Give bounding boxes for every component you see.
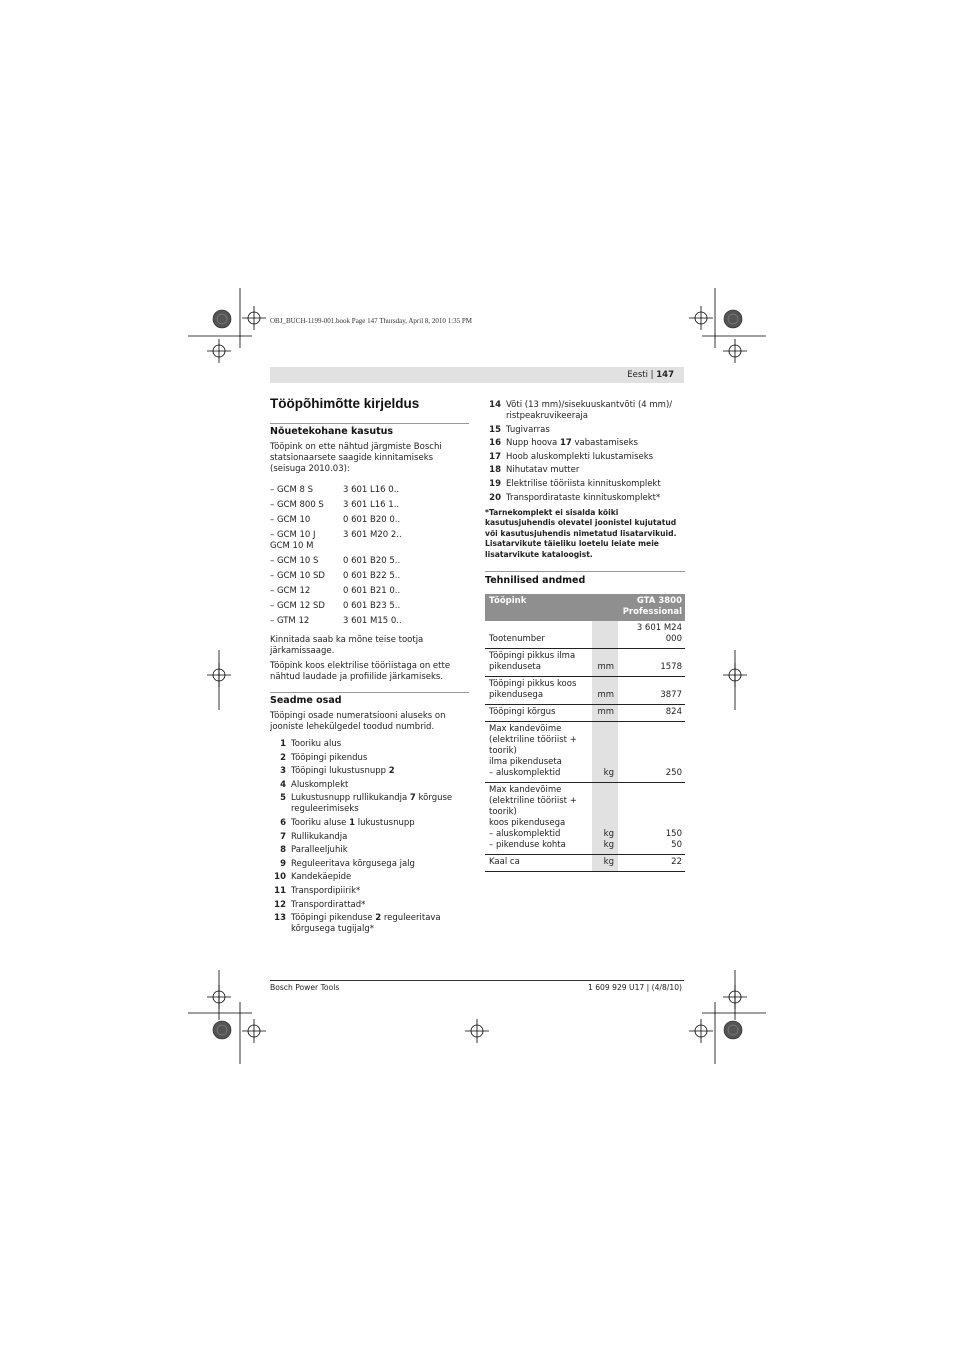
technical-data-label: Tootenumber [485, 621, 592, 649]
intended-use-note-2: Tööpink koos elektrilise tööriistaga on ette nähtud laudade ja profiilide järkamiseks. [270, 661, 451, 682]
components-intro: Tööpingi osade numeratsiooni aluseks on jooniste lehekülgedel toodud numbrid. [270, 711, 446, 732]
technical-data-unit: mm [592, 649, 618, 677]
component-number: 7 [280, 831, 286, 842]
component-number: 3 [280, 766, 286, 777]
print-slug: OBJ_BUCH-1199-001.book Page 147 Thursday, April 8, 2010 1:35 PM [270, 317, 472, 325]
model-order-number: 3 601 M20 2.. [343, 530, 402, 540]
section-rule [270, 692, 469, 693]
technical-data-unit: mm [592, 677, 618, 705]
section-heading-components: Seadme osad [270, 695, 342, 706]
page-title: Tööpõhimõtte kirjeldus [270, 396, 420, 411]
technical-data-label: Max kandevõime (elektriline tööriist + toorik) ilma pikenduseta – aluskomplektid [485, 722, 592, 783]
model-row [270, 530, 469, 552]
component-item [270, 913, 469, 935]
technical-data-row [485, 855, 685, 872]
component-number: 16 [489, 438, 501, 449]
technical-data-value: 3 601 M24 000 [618, 621, 685, 649]
component-number: 9 [280, 858, 286, 869]
technical-data-label: Kaal ca [485, 855, 592, 872]
component-description: Paralleeljuhik [291, 845, 348, 856]
component-description: Transpordipiirik* [291, 885, 361, 896]
left-column [270, 398, 469, 938]
component-item [270, 872, 469, 883]
component-description: Tooriku alus [291, 739, 342, 749]
technical-data-label: Tööpingi pikkus koos pikendusega [485, 677, 592, 705]
component-number: 12 [274, 899, 286, 910]
technical-data-value: 824 [618, 705, 685, 722]
technical-data-row [485, 621, 685, 649]
components-list-right [485, 400, 685, 504]
technical-data-value: 150 50 [618, 783, 685, 855]
component-item [270, 753, 469, 764]
technical-data-row [485, 722, 685, 783]
model-name: – GCM 12 SD [270, 601, 325, 611]
footer-publisher: Bosch Power Tools [270, 983, 340, 992]
component-item [270, 739, 469, 750]
section-heading-technical-data: Tehnilised andmed [485, 575, 586, 587]
component-description: Elektrilise tööriista kinnituskomplekt [506, 478, 661, 489]
model-row [270, 571, 469, 582]
component-item [270, 859, 469, 870]
technical-data-unit: kg kg [592, 783, 618, 855]
technical-data-header-label: Tööpink [485, 594, 618, 621]
component-number: 8 [280, 845, 286, 856]
component-number: 5 [280, 793, 286, 804]
component-item [270, 845, 469, 856]
model-row [270, 500, 469, 511]
footer-document-number: 1 609 929 U17 | (4/8/10) [587, 983, 682, 992]
component-description: Transpordirattad* [291, 899, 366, 910]
model-order-number: 3 601 L16 0.. [343, 485, 400, 495]
model-order-number: 0 601 B20 0.. [343, 515, 401, 525]
component-description: Nupp hoova 17 vabastamiseks [506, 438, 638, 449]
components-list-left [270, 739, 469, 935]
component-description: Tugivarras [506, 424, 550, 435]
technical-data-header-row [485, 594, 685, 621]
component-number: 15 [489, 424, 501, 435]
component-number: 18 [489, 465, 501, 476]
technical-data-table [485, 594, 685, 872]
model-order-number: 0 601 B23 5.. [343, 601, 401, 611]
technical-data-value: 250 [618, 722, 685, 783]
component-description: Tööpingi pikenduse 2 reguleeritava kõrgusega tugijalg* [291, 913, 441, 935]
model-row [270, 485, 469, 496]
technical-data-row [485, 649, 685, 677]
technical-data-row [485, 677, 685, 705]
accessories-footnote: *Tarnekomplekt ei sisalda kõiki kasutusjuhendis olevatel joonistel kujutatud või kasutusjuhendis nimetatud lisatarvikuid. Lisatarvikute täieliku loetelu leiate meie lisatarvikute kataloogist. [485, 507, 677, 559]
section-heading-intended-use: Nõuetekohane kasutus [270, 426, 394, 437]
model-order-number: 0 601 B20 5.. [343, 556, 401, 566]
intended-use-intro: Tööpink on ette nähtud järgmiste Boschi statsionaarsete saagide kinnitamiseks (seisuga 2010.03): [270, 442, 442, 474]
model-row [270, 515, 469, 526]
technical-data-label: Tööpingi kõrgus [485, 705, 592, 722]
model-name: – GCM 10 SD [270, 571, 325, 581]
component-item [270, 832, 469, 843]
component-description: Kandekäepide [291, 872, 352, 883]
technical-data-value: 22 [618, 855, 685, 872]
component-item [485, 465, 685, 476]
component-item [485, 400, 685, 422]
model-row [270, 586, 469, 597]
model-name: – GTM 12 [270, 616, 310, 626]
component-number: 11 [274, 885, 286, 896]
component-item [485, 425, 685, 436]
model-order-number: 0 601 B22 5.. [343, 571, 401, 581]
model-row [270, 601, 469, 612]
component-description: Lukustusnupp rullikukandja 7 kõrguse reguleerimiseks [291, 793, 453, 815]
header-language: Eesti | 147 [627, 370, 674, 380]
component-item [270, 818, 469, 829]
component-number: 2 [280, 752, 286, 763]
component-description: Rullikukandja [291, 831, 348, 842]
component-description: Aluskomplekt [291, 779, 349, 790]
component-number: 20 [489, 492, 501, 503]
component-description: Tooriku aluse 1 lukustusnupp [291, 817, 415, 828]
component-number: 1 [280, 739, 286, 749]
model-name: – GCM 12 [270, 586, 311, 596]
component-description: Tööpingi lukustusnupp 2 [291, 766, 395, 777]
component-item [485, 493, 685, 504]
component-description: Võti (13 mm)/sisekuuskantvõti (4 mm)/ ristpeakruvikeeraja [506, 400, 673, 421]
model-name: – GCM 10 [270, 515, 311, 525]
component-number: 13 [274, 913, 286, 924]
right-column [485, 400, 685, 872]
component-item [270, 793, 469, 815]
technical-data-row [485, 783, 685, 855]
technical-data-unit [592, 621, 618, 649]
component-item [270, 780, 469, 791]
component-description: Tööpingi pikendus [291, 752, 368, 763]
model-order-number: 3 601 L16 1.. [343, 500, 400, 510]
component-item [485, 438, 685, 449]
section-rule [270, 423, 469, 424]
technical-data-value: 1578 [618, 649, 685, 677]
model-order-number: 3 601 M15 0.. [343, 616, 402, 626]
page-header-bar [270, 367, 684, 383]
component-number: 4 [280, 779, 286, 790]
technical-data-unit: kg [592, 722, 618, 783]
component-item [270, 886, 469, 897]
model-name: – GCM 800 S [270, 500, 324, 510]
model-row [270, 616, 469, 627]
technical-data-label: Max kandevõime (elektriline tööriist + toorik) koos pikendusega – aluskomplektid – pikenduse kohta [485, 783, 592, 855]
model-list [270, 485, 469, 627]
component-item [270, 766, 469, 777]
component-item [485, 452, 685, 463]
component-description: Hoob aluskomplekti lukustamiseks [506, 451, 654, 462]
component-description: Reguleeritava kõrgusega jalg [291, 858, 415, 869]
component-number: 17 [489, 451, 501, 462]
intended-use-note-1: Kinnitada saab ka mõne teise tootja järkamissaage. [270, 635, 424, 656]
section-rule [485, 571, 685, 572]
component-item [485, 479, 685, 490]
technical-data-row [485, 705, 685, 722]
model-name: – GCM 10 J GCM 10 M [270, 530, 316, 551]
footer-rule [270, 980, 684, 981]
model-name: – GCM 10 S [270, 556, 319, 566]
model-row [270, 556, 469, 567]
component-number: 10 [274, 872, 286, 883]
technical-data-label: Tööpingi pikkus ilma pikenduseta [485, 649, 592, 677]
model-order-number: 0 601 B21 0.. [343, 586, 401, 596]
component-number: 19 [489, 478, 501, 489]
component-item [270, 900, 469, 911]
component-description: Nihutatav mutter [506, 465, 580, 476]
component-number: 6 [280, 817, 286, 828]
technical-data-value: 3877 [618, 677, 685, 705]
technical-data-unit: mm [592, 705, 618, 722]
technical-data-unit: kg [592, 855, 618, 872]
model-name: – GCM 8 S [270, 485, 314, 495]
component-description: Transpordirataste kinnituskomplekt* [506, 492, 661, 503]
technical-data-header-value: GTA 3800 Professional [618, 594, 685, 621]
component-number: 14 [489, 400, 501, 410]
